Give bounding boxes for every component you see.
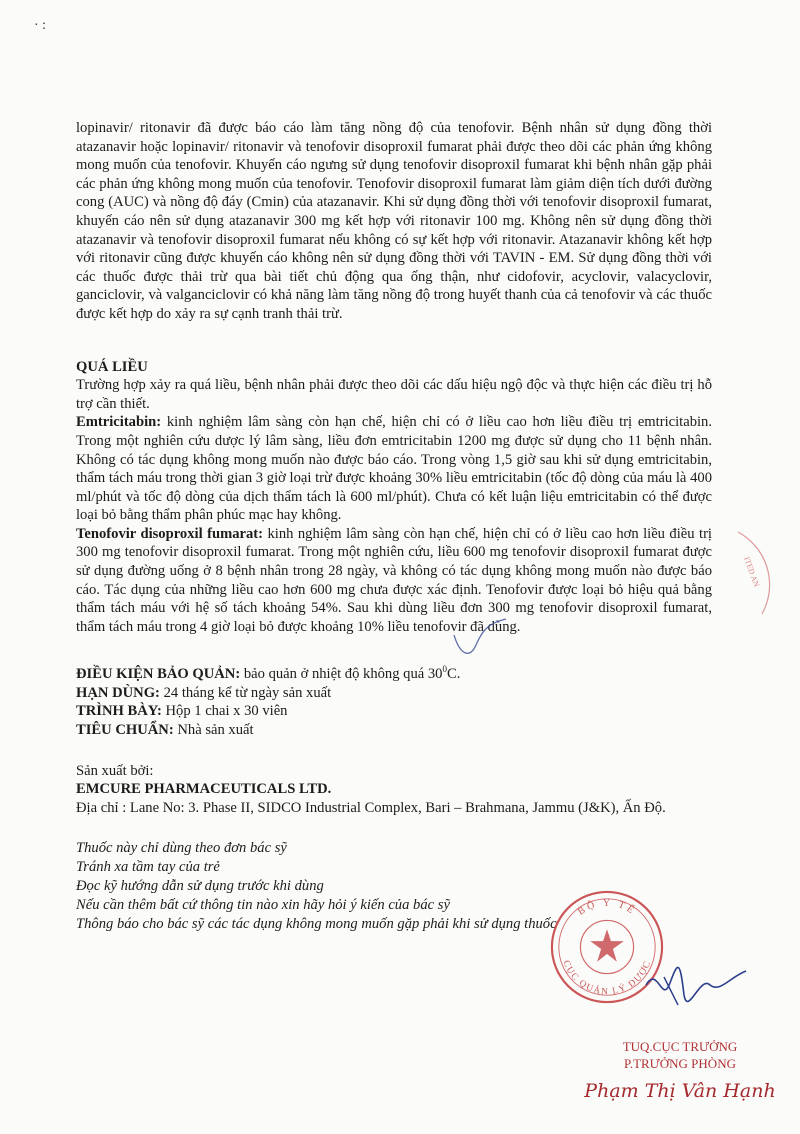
manufacturer-name: EMCURE PHARMACEUTICALS LTD. [76,781,332,798]
shelf-life-text: 24 tháng kể từ ngày sản xuất [159,684,332,701]
tenofovir-paragraph [76,525,712,637]
overdose-heading: QUÁ LIỀU [76,358,148,375]
side-stamp-text: ITED AN [742,555,762,589]
emtricitabine-label: Emtricitabin: [76,414,162,431]
storage-line [76,660,712,683]
presentation-text: Hộp 1 chai x 30 viên [161,703,288,720]
shelf-life-line [76,684,712,703]
emtricitabine-paragraph [76,413,712,525]
manufacturer-address: Địa chỉ : Lane No: 3. Phase II, SIDCO Industrial Complex, Bari – Brahmana, Jammu (J&K), Ấn Độ. [76,799,666,816]
signature-block [580,1038,780,1102]
warning-note: Thông báo cho bác sỹ các tác dụng không mong muốn gặp phải khi sử dụng thuốc [76,915,557,932]
manufacturer-block [76,762,712,818]
interaction-paragraph: lopinavir/ ritonavir đã được báo cáo làm tăng nồng độ của tenofovir. Bệnh nhân sử dụng đồng thời atazanavir hoặc lopinavir/ ritonavir và tenofovir disoproxil fumarat phải được theo dõi các phản ứng không mong muốn của tenofovir. Khuyến cáo ngưng sử dụng tenofovir disoproxil fumarat khi bệnh nhân gặp phải các phản ứng không mong muốn của tenofovir. Tenofovir disoproxil fumarat làm giảm diện tích dưới đường cong (AUC) và nồng độ đáy (Cmin) của atazanavir. Khi sử dụng đồng thời với tenofovir disoproxil fumarat, khuyến cáo nên sử dụng atazanavir 300 mg kết hợp với ritonavir 100 mg. Không nên sử dụng đồng thời atazanavir và tenofovir disoproxil fumarat nếu không có sự kết hợp với ritonavir. Atazanavir không kết hợp với ritonavir cũng được khuyến cáo không nên sử dụng đồng thời với TAVIN - EM. Sử dụng đồng thời với các thuốc được thải trừ qua bài tiết chủ động qua ống thận, như cidofovir, acyclovir, valacyclovir, ganciclovir, và valganciclovir có khả năng làm tăng nồng độ trong huyết thanh của cả tenofovir và các thuốc được kết hợp do xảy ra sự cạnh tranh thải trừ. [76,120,712,322]
warning-note: Tránh xa tầm tay của trẻ [76,859,220,876]
presentation-line [76,702,712,721]
tenofovir-text: kinh nghiệm lâm sàng còn hạn chế, hiện chỉ có ở liều cao hơn liều điều trị 300 mg tenofovir disoproxil fumarat. Trong một nghiên cứu, liều 600 mg tenofovir disoproxil fumarat được sử dụng đường uống ở 8 bệnh nhân trong 28 ngày, và không có tác dụng không mong muốn nào được báo cáo. Tác dụng của những liều cao hơn 600 mg chưa được xác định. Tenofovir được loại bỏ hiệu quả bằng thẩm tách máu với hệ số tách khoảng 54%. Sau khi dùng liều đơn 300 mg tenofovir disoproxil fumarat, thẩm tách máu trong 4 giờ loại bỏ được khoảng 10% liều tenofovir đã dùng. [76,525,712,635]
tenofovir-label: Tenofovir disoproxil fumarat: [76,525,264,542]
signature-title-2: P.TRƯỞNG PHÒNG [624,1056,736,1071]
warning-note: Nếu cần thêm bất cứ thông tin nào xin hãy hỏi ý kiến của bác sỹ [76,896,450,913]
storage-degree: 0 [442,664,447,675]
side-stamp-fragment-icon [732,528,772,618]
shelf-life-label: HẠN DÙNG: [76,684,160,701]
standard-text: Nhà sản xuất [173,722,254,739]
standard-line [76,721,712,740]
storage-text: bảo quản ở nhiệt độ không quá 30 [240,666,443,683]
warning-note: Thuốc này chỉ dùng theo đơn bác sỹ [76,840,287,857]
storage-info [76,660,712,739]
signature-title-1: TUQ.CỤC TRƯỞNG [622,1039,738,1054]
produced-by-label: Sản xuất bởi: [76,762,154,779]
warning-note: Đọc kỹ hướng dẫn sử dụng trước khi dùng [76,878,324,895]
stamp-top-text: BỘ Y TẾ [575,897,639,918]
signature-scribble-icon [640,955,750,1025]
storage-label: ĐIỀU KIỆN BẢO QUẢN: [76,666,241,683]
emtricitabine-text: kinh nghiệm lâm sàng còn hạn chế, hiện chỉ có ở liều cao hơn liều điều trị emtricitabin. Trong một nghiên cứu dược lý lâm sàng, liều đơn emtricitabin 1200 mg được sử dụng cho 11 bệnh nhân. Không có tác dụng không mong muốn nào được báo cáo. Trong vòng 1,5 giờ sau khi sử dụng emtricitabin, thẩm tách máu trong thời gian 3 giờ loại trừ được khoảng 30% liều emtricitabin (tốc độ dòng của máu là 400 ml/phút và tốc độ dòng của dịch thẩm tách là 600 ml/phút). Chưa có kết luận liệu emtricitabin có thể được loại bỏ bằng thẩm phân phúc mạc hay không. [76,414,712,524]
storage-unit: C. [446,666,461,683]
standard-label: TIÊU CHUẨN: [76,722,174,739]
pen-check-mark-icon [450,615,510,665]
overdose-intro: Trường hợp xảy ra quá liều, bệnh nhân phải được theo dõi các dấu hiệu ngộ độc và thực hiện các điều trị hỗ trợ cần thiết. [76,377,712,412]
signatory-name: Phạm Thị Vân Hạnh [584,1080,776,1102]
overdose-section [76,358,712,637]
document-body [76,119,712,933]
presentation-label: TRÌNH BÀY: [76,703,162,720]
svg-text:BỘ Y TẾ [576,898,639,918]
stamp-bottom-text: CỤC QUẢN LÝ DƯỢC [560,959,654,998]
corner-dots: · : [34,18,47,33]
